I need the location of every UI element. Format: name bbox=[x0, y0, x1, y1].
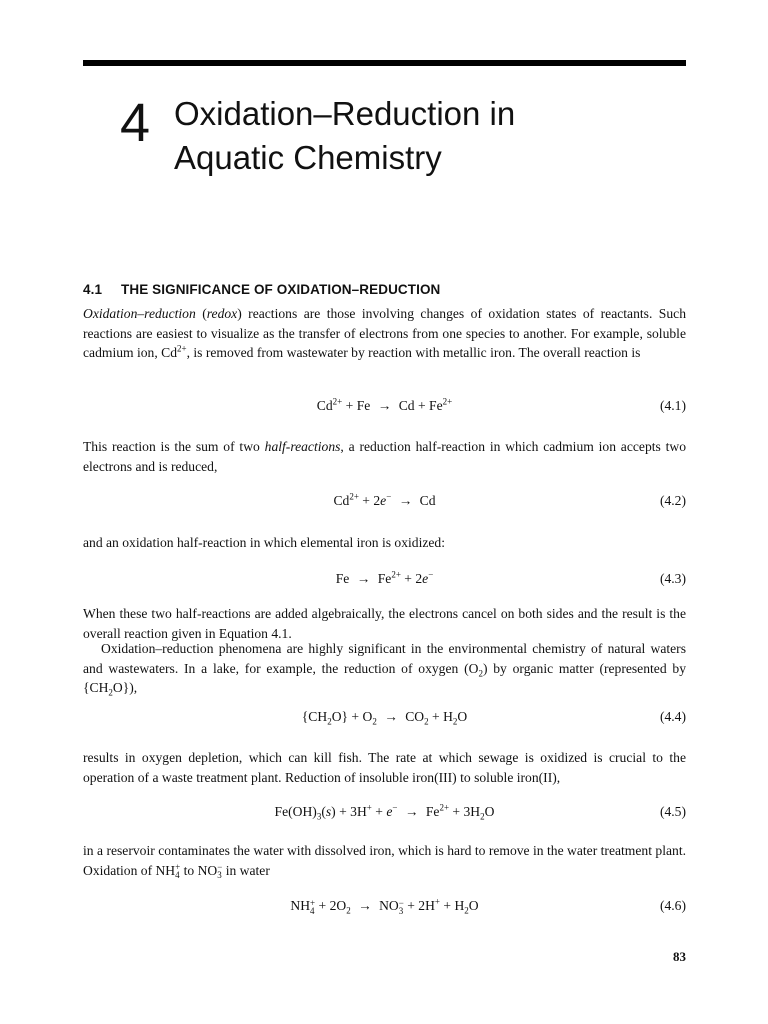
equation-4-1 bbox=[83, 396, 686, 416]
equation-body: $\{CH_2O\} + O_2 \to CO_2 + H_2O$ bbox=[301, 709, 468, 727]
section-title: THE SIGNIFICANCE OF OXIDATION–REDUCTION bbox=[121, 282, 441, 297]
equation-4-4 bbox=[83, 707, 686, 727]
equation-body: $Fe \to Fe^{2+} + 2e^-$ bbox=[335, 569, 434, 586]
equation-label: (4.5) bbox=[659, 804, 686, 819]
paragraph-4: When these two half-reactions are added algebraically, the electrons cancel on both sides and the result is the overall reaction given in Equation 4.1. bbox=[83, 606, 686, 641]
chapter-title bbox=[174, 92, 515, 180]
paragraph-2: This reaction is the sum of two half-reactions, a reduction half-reaction in which cadmium ion accepts two electrons and is reduced, bbox=[83, 439, 686, 474]
paragraph-6: results in oxygen depletion, which can kill fish. The rate at which sewage is oxidized is crucial to the operation of a waste treatment plant. Reduction of insoluble iron(III) to soluble iron(II), bbox=[83, 750, 686, 785]
page-number: 83 bbox=[673, 949, 686, 964]
section-number: 4.1 bbox=[83, 282, 103, 297]
chapter-number: 4 bbox=[120, 93, 151, 153]
equation-4-5 bbox=[83, 802, 686, 822]
chapter-title-line-2: Aquatic Chemistry bbox=[174, 139, 442, 176]
equation-label: (4.2) bbox=[659, 493, 686, 508]
equation-4-2 bbox=[83, 491, 686, 511]
equation-body: $Fe(OH)_3(s) + 3H^+ + e^- \to Fe^{2+} + 3H_2O$ bbox=[274, 802, 495, 822]
chapter-top-rule bbox=[83, 60, 686, 66]
paragraph-5: Oxidation–reduction phenomena are highly significant in the environmental chemistry of natural waters and wastewaters. In a lake, for example, the reduction of oxygen $(O_2)$ by organic matter (represented by $\{CH_2O\}$), bbox=[83, 641, 686, 698]
equation-label: (4.6) bbox=[659, 898, 686, 913]
equation-label: (4.4) bbox=[659, 709, 686, 724]
paragraph-7: in a reservoir contaminates the water with dissolved iron, which is hard to remove in the water treatment plant. Oxidation of NH + 4 to NO − 3 in water bbox=[83, 843, 686, 881]
section-heading bbox=[83, 282, 440, 297]
equation-body: $Cd^{2+} + 2e^- \to Cd$ bbox=[333, 491, 436, 508]
paragraph-1: Oxidation–reduction (redox) reactions are those involving changes of oxidation states of reactants. Such reactions are easiest to visualize as the transfer of electrons from one species to another. For example, soluble cadmium ion, $Cd^{2+}$, is removed from wastewater by reaction with metallic iron. The overall reaction is bbox=[83, 306, 686, 360]
equation-4-6 bbox=[83, 896, 686, 916]
equation-body: $Cd^{2+} + Fe \to Cd + Fe^{2+}$ bbox=[316, 396, 453, 413]
paragraph-3: and an oxidation half-reaction in which elemental iron is oxidized: bbox=[83, 535, 446, 550]
chapter-title-line-1: Oxidation–Reduction in bbox=[174, 95, 516, 132]
equation-body: NH + 4 + $2O_2$ → NO − 3 + $2H^+ + H_2O$ bbox=[290, 896, 479, 916]
equation-4-3 bbox=[83, 569, 686, 589]
equation-label: (4.3) bbox=[659, 571, 686, 586]
equation-label: (4.1) bbox=[659, 398, 686, 413]
